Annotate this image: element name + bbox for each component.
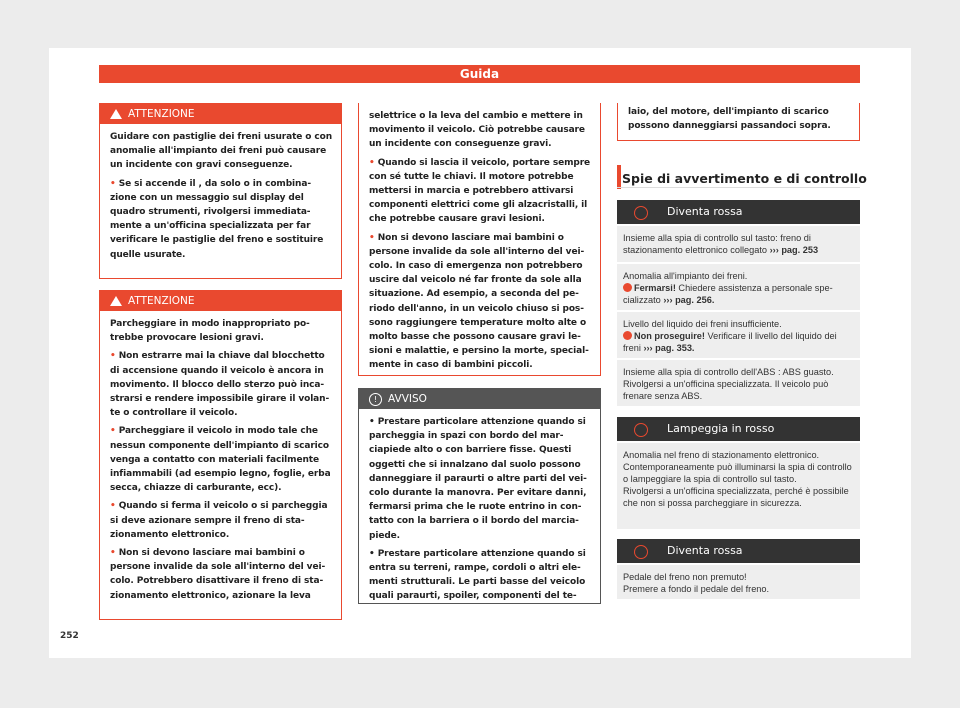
lamp-row: Pedale del freno non premuto! Premere a fondo il pedale del freno. [617,565,860,599]
divider [617,187,860,188]
info-circle-icon: ! [369,393,382,406]
lamp-header [617,200,860,224]
bullet-item: • Non estrarre mai la chiave dal blocchetto di accensione quando il veicolo è ancora in movimento. Il blocco dello sterzo può incastrarsi e rendere impossibile girare il volante o controllare il veicolo. [110,351,330,419]
bullet-item: • Quando si lascia il veicolo, portare sempre con sé tutte le chiavi. Il motore potrebbe mettersi in marcia e potrebbero attivarsi componenti elettrici come gli alzacristalli, il che potrebbe causare gravi lesioni. [369,157,591,225]
lamp-header [617,539,860,563]
brake-pedal-icon [634,545,648,559]
page-number: 252 [60,631,79,641]
lamp-header [617,417,860,441]
brake-warning-icon [634,206,648,220]
lamp-row: Insieme alla spia di controllo sul tasto: freno di stazionamento elettronico collegato ››› pag. 253 [617,226,860,262]
lamp-row: Anomalia all'impianto dei freni. Fermarsi! Chiedere assistenza a personale specializzato ››› pag. 256. [617,264,860,310]
lamp-row: Insieme alla spia di controllo dell'ABS : ABS guasto. Rivolgersi a un'officina specializzata. Il veicolo può frenare senza ABS. [617,360,860,406]
bullet-item: • Quando si ferma il veicolo o si parcheggia si deve azionare sempre il freno di stazionamento elettronico. [110,501,328,540]
bullet-item: • Non si devono lasciare mai bambini o persone invalide da sole all'interno del veicolo. In caso di emergenza non potrebbero uscire dal veicolo né far fronte da sole alla situazione. Ad esempio, a seconda del periodo dell'anno, in un veicolo chiuso si possono raggiungere temperature molto alte o molto basse che possono causare gravi lesioni e malattie, e persino la morte, specialmente in caso di bambini piccoli. [369,232,589,371]
bullet-item: • Non si devono lasciare mai bambini o persone invalide da sole all'interno del veicolo. Potrebbero disattivare il freno di stazionamento elettronico, azionare la leva [110,548,326,601]
warning-box-brake-pads [99,103,342,279]
warning-triangle-icon [110,296,122,306]
section-title: Spie di avvertimento e di controllo [622,171,867,186]
warning-box-title: ATTENZIONE [128,295,195,307]
warning-box-header [100,291,341,311]
paragraph: Parcheggiare in modo inappropriato potrebbe provocare lesioni gravi. [110,319,310,344]
paragraph: selettrice o la leva del cambio e mettere in movimento il veicolo. Ciò potrebbe causare un incidente con conseguenze gravi. [369,111,585,150]
bullet-item: • Parcheggiare il veicolo in modo tale che nessun componente dell'impianto di scarico venga a contatto con materiali facilmente infiammabili (ad esempio legno, foglie, erba secca, chiazze di carburante, ecc). [110,426,331,494]
bullet-item: • Prestare particolare attenzione quando si parcheggia in spazi con bordo del marciapiede alto o con barriere fisse. Questi oggetti che si innalzano dal suolo possono danneggiare il paraurti o altre parti del veicolo durante la manovra. Per evitare danni, fermarsi prima che le ruote entrino in contatto con la barriera o il bordo del marciapiede. [369,417,587,541]
warning-box-header [100,104,341,124]
section-marker [617,165,621,189]
paragraph: laio, del motore, dell'impianto di scarico possono danneggiarsi passandoci sopra. [628,107,831,132]
warning-box-continued [358,103,601,376]
lamp-header-title: Diventa rossa [667,544,743,557]
warning-box-title: ATTENZIONE [128,108,195,120]
notice-box-header [359,389,600,409]
lamp-row: Anomalia nel freno di stazionamento elettronico. Contemporaneamente può illuminarsi la spia di controllo o lampeggiare la spia di controllo sul tasto. Rivolgersi a un'officina specializzata, perché è possibile che non si possa parcheggiare in sicurezza. [617,443,860,529]
paragraph: Guidare con pastiglie dei freni usurate o con anomalie all'impianto dei freni può causare un incidente con gravi conseguenze. [110,132,333,171]
warning-box-continued [617,103,860,141]
notice-box [358,388,601,604]
warning-box-parking [99,290,342,620]
bullet-item: • Prestare particolare attenzione quando si entra su terreni, rampe, cordoli o altri elementi strutturali. Le parti basse del veicolo quali paraurti, spoiler, componenti del te- [369,548,586,602]
stop-icon [623,283,632,292]
warning-triangle-icon [110,109,122,119]
brake-warning-icon [634,423,648,437]
lamp-row: Livello del liquido dei freni insufficiente. Non proseguire! Verificare il livello del liquido dei freni ››› pag. 353. [617,312,860,358]
notice-box-title: AVVISO [388,393,427,405]
bullet-item: • Se si accende il , da solo o in combinazione con un messaggio sul display del quadro strumenti, rivolgersi immediatamente a un'officina specializzata per far verificare le pastiglie del freno e sostituire quelle usurate. [110,178,324,260]
lamp-header-title: Diventa rossa [667,205,743,218]
stop-icon [623,331,632,340]
lamp-header-title: Lampeggia in rosso [667,422,775,435]
page-header: Guida [99,65,860,83]
